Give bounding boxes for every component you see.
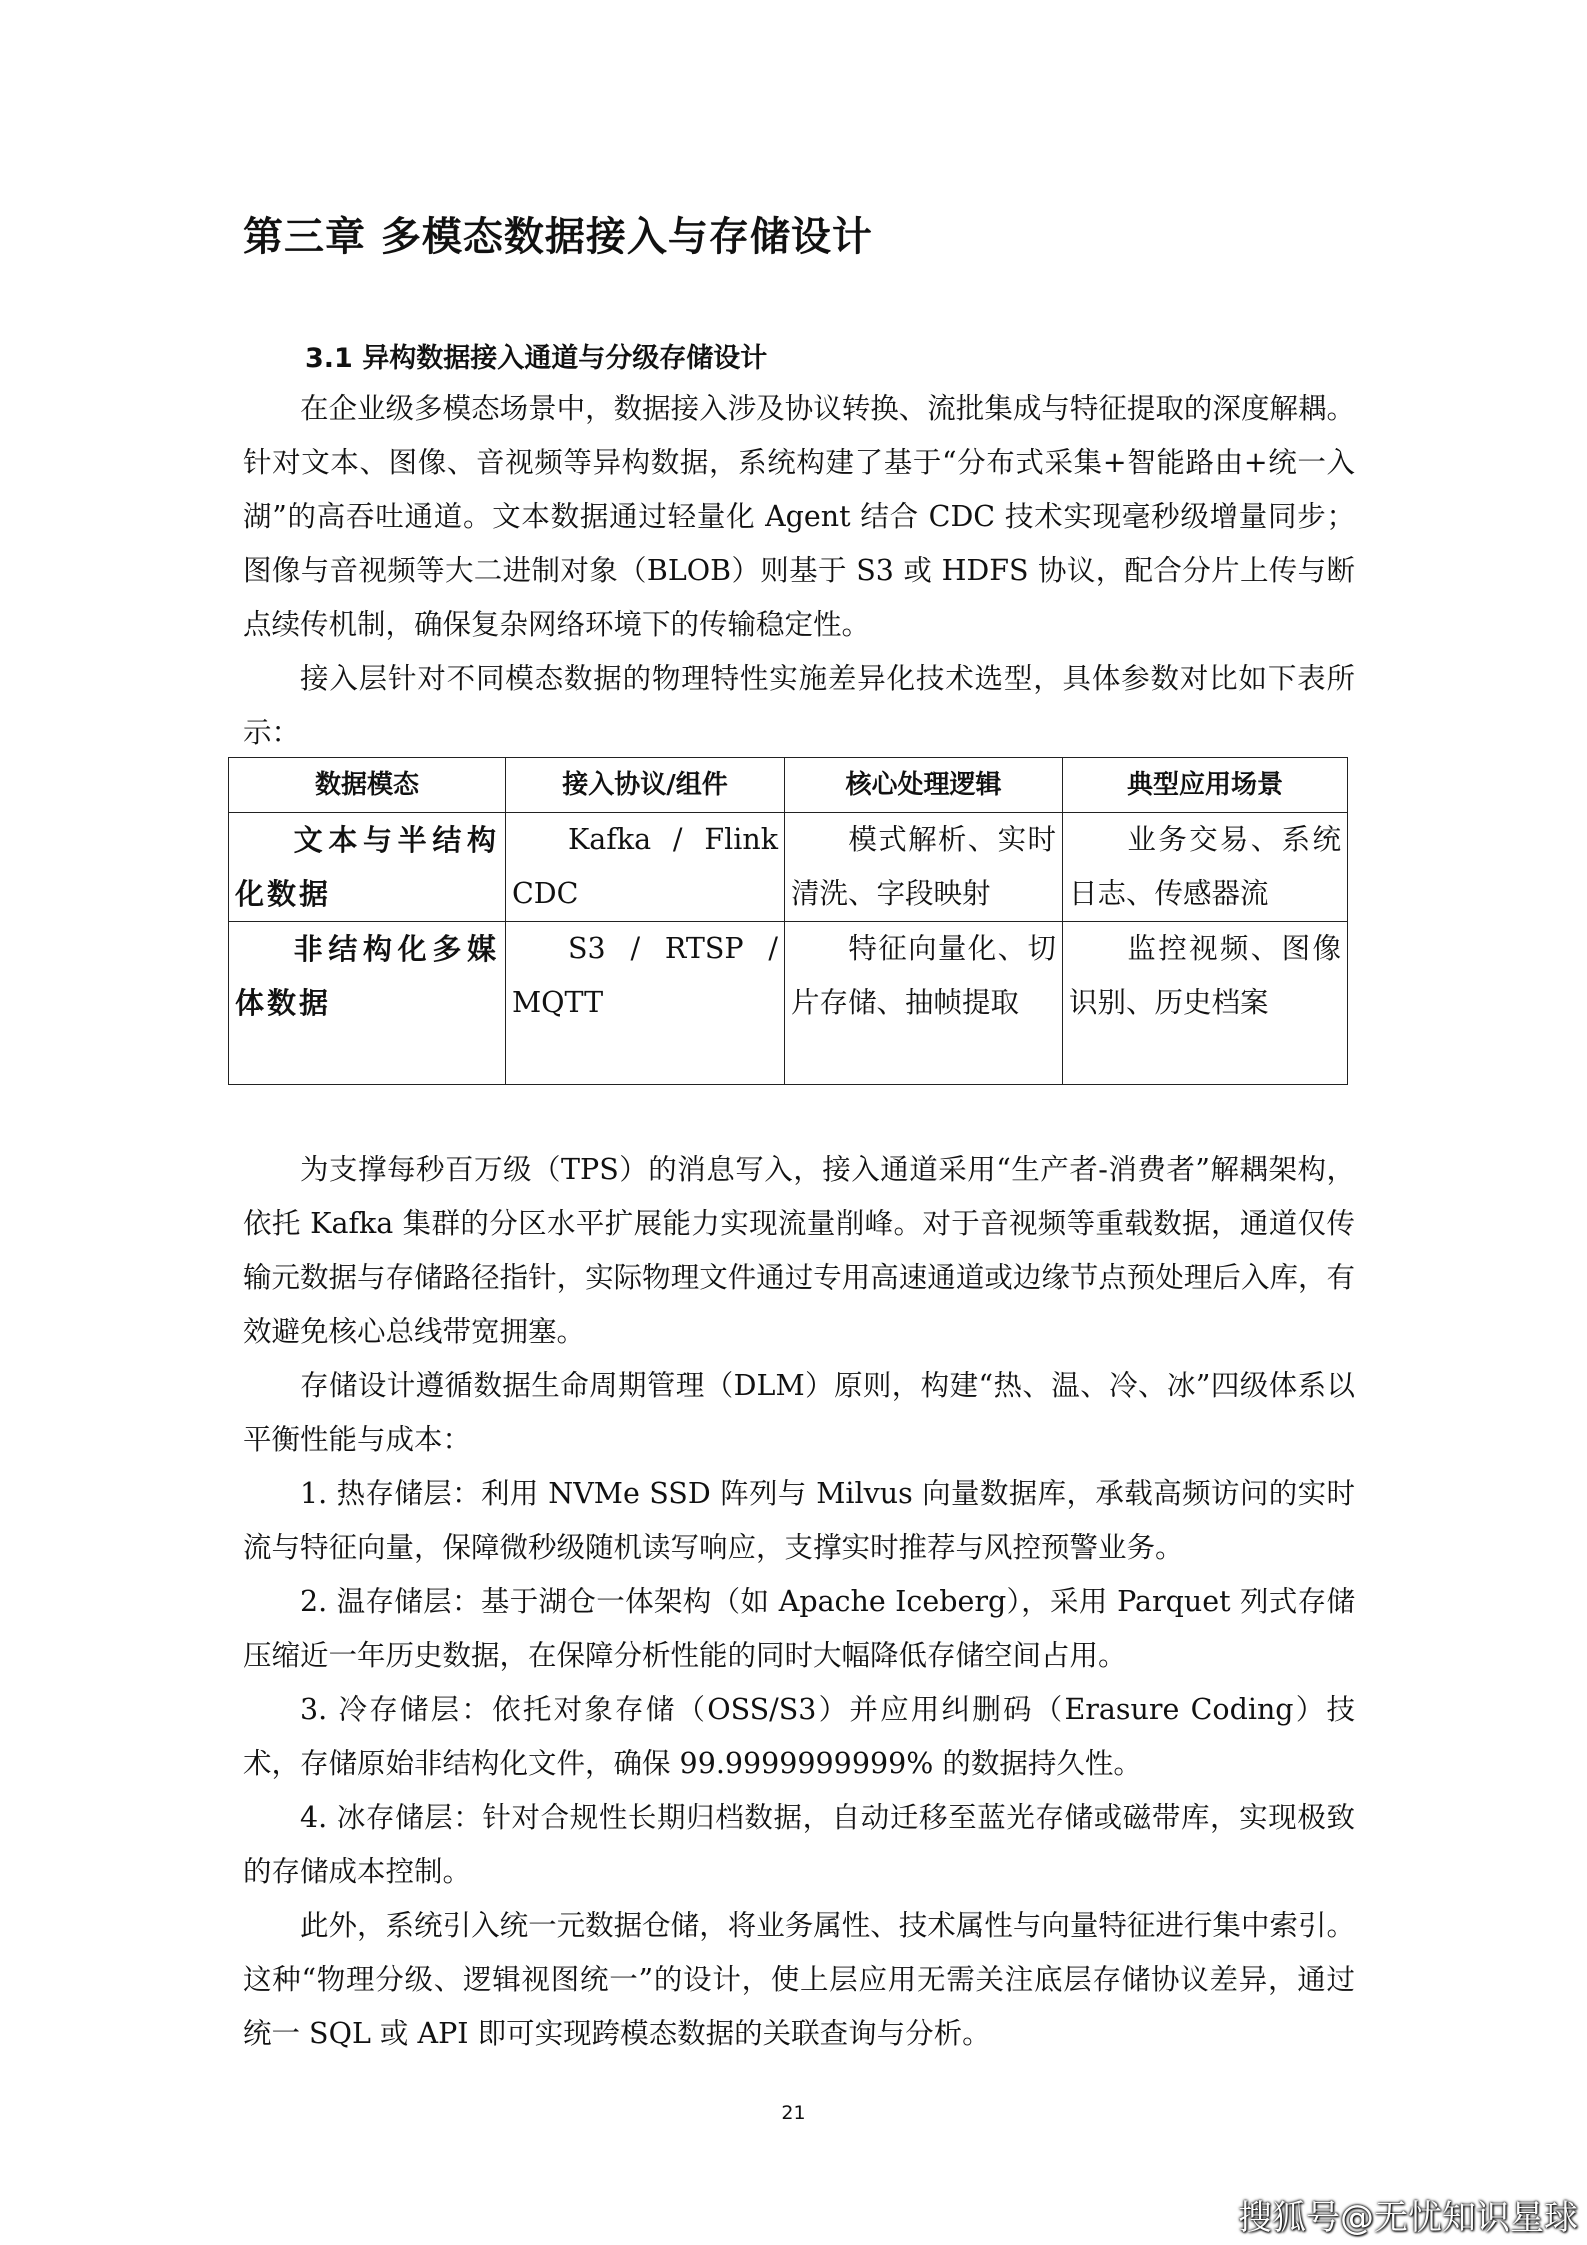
table-cell-text: Kafka / Flink CDC — [512, 823, 778, 910]
body-block — [243, 1143, 1355, 2061]
intro-block — [243, 382, 1355, 760]
table-cell — [506, 922, 785, 1085]
ice-tier-item: 4. 冰存储层：针对合规性长期归档数据，自动迁移至蓝光存储或磁带库，实现极致的存储成本控制。 — [243, 1801, 1355, 1888]
table-row — [229, 922, 1348, 1085]
table-cell-text: 非结构化多媒体数据 — [235, 932, 499, 1020]
table-cell — [785, 922, 1063, 1085]
table-header-cell: 数据模态 — [229, 758, 506, 813]
table-cell — [506, 813, 785, 922]
table-header-row — [229, 758, 1348, 813]
table-cell-text: 模式解析、实时清洗、字段映射 — [791, 823, 1056, 910]
page-number: 21 — [781, 2102, 806, 2124]
table-cell-text: 特征向量化、切片存储、抽帧提取 — [791, 932, 1056, 1019]
table-cell — [229, 813, 506, 922]
chapter-title: 第三章 多模态数据接入与存储设计 — [243, 214, 873, 260]
table-cell — [785, 813, 1063, 922]
table-cell — [229, 922, 506, 1085]
table-intro-paragraph: 接入层针对不同模态数据的物理特性实施差异化技术选型，具体参数对比如下表所示： — [243, 662, 1355, 749]
hot-tier-item: 1. 热存储层：利用 NVMe SSD 阵列与 Milvus 向量数据库，承载高频访问的实时流与特征向量，保障微秒级随机读写响应，支撑实时推荐与风控预警业务。 — [243, 1477, 1355, 1564]
table-cell-text: S3 / RTSP / MQTT — [512, 932, 778, 1019]
table-header-cell: 接入协议/组件 — [506, 758, 785, 813]
table-cell-text: 文本与半结构化数据 — [235, 823, 499, 911]
modality-comparison-table — [228, 757, 1348, 1085]
section-heading: 3.1 异构数据接入通道与分级存储设计 — [305, 343, 768, 374]
table-cell-text: 业务交易、系统日志、传感器流 — [1069, 823, 1341, 910]
table-row — [229, 813, 1348, 922]
closing-paragraph: 此外，系统引入统一元数据仓储，将业务属性、技术属性与向量特征进行集中索引。这种“物理分级、逻辑视图统一”的设计，使上层应用无需关注底层存储协议差异，通过统一 SQL 或 API 即可实现跨模态数据的关联查询与分析。 — [243, 1909, 1355, 2050]
intro-paragraph: 在企业级多模态场景中，数据接入涉及协议转换、流批集成与特征提取的深度解耦。针对文本、图像、音视频等异构数据，系统构建了基于“分布式采集+智能路由+统一入湖”的高吞吐通道。文本数据通过轻量化 Agent 结合 CDC 技术实现毫秒级增量同步；图像与音视频等大二进制对象（BLOB）则基于 S3 或 HDFS 协议，配合分片上传与断点续传机制，确保复杂网络环境下的传输稳定性。 — [243, 392, 1355, 641]
table-header-cell: 典型应用场景 — [1063, 758, 1348, 813]
cold-tier-item: 3. 冷存储层：依托对象存储（OSS/S3）并应用纠删码（Erasure Coding）技术，存储原始非结构化文件，确保 99.9999999999% 的数据持久性。 — [243, 1693, 1355, 1780]
table-cell — [1063, 922, 1348, 1085]
watermark: 搜狐号@无忧知识星球 — [1238, 2198, 1578, 2238]
table-cell — [1063, 813, 1348, 922]
tps-paragraph: 为支撑每秒百万级（TPS）的消息写入，接入通道采用“生产者-消费者”解耦架构，依托 Kafka 集群的分区水平扩展能力实现流量削峰。对于音视频等重载数据，通道仅传输元数据与存储路径指针，实际物理文件通过专用高速通道或边缘节点预处理后入库，有效避免核心总线带宽拥塞。 — [243, 1153, 1355, 1348]
warm-tier-item: 2. 温存储层：基于湖仓一体架构（如 Apache Iceberg），采用 Parquet 列式存储压缩近一年历史数据，在保障分析性能的同时大幅降低存储空间占用。 — [243, 1585, 1355, 1672]
table-cell-text: 监控视频、图像识别、历史档案 — [1069, 932, 1341, 1019]
table-header-cell: 核心处理逻辑 — [785, 758, 1063, 813]
dlm-paragraph: 存储设计遵循数据生命周期管理（DLM）原则，构建“热、温、冷、冰”四级体系以平衡性能与成本： — [243, 1369, 1355, 1456]
